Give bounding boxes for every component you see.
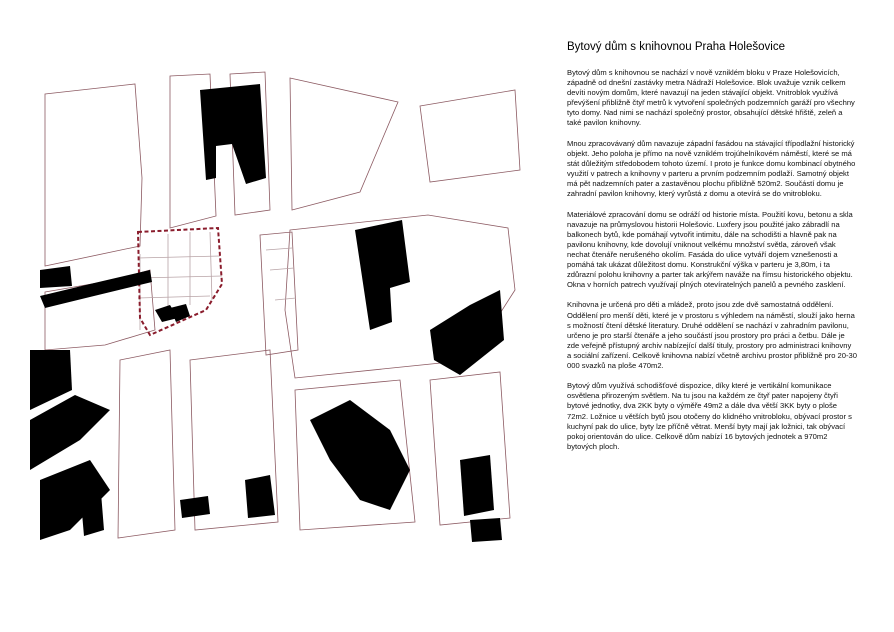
street-block-outlines <box>45 72 520 538</box>
site-plan <box>30 60 540 560</box>
paragraph-location: Bytový dům s knihovnou se nachází v nově vzniklém bloku v Praze Holešovicích, západně od dnešní zastávky metra Nádraží Holešovice. Blok uvažuje vznik celkem devíti novým domům, které navazují na jeden stávající objekt. Vnitroblok využívá převýšení přibližně čtyř metrů k vytvoření společných podzemních garáží pro všechny tyto domy. Nad nimi se nachází společný prostor, obsahující dětské hřiště, zeleň a také pavilon knihovny. <box>567 68 855 128</box>
building <box>180 496 210 518</box>
paragraph-materials: Materiálové zpracování domu se odráží od historie místa. Použití kovu, betonu a skla navazuje na průmyslovou historii Holešovic. Luxfery jsou použité jako zábradlí na balkonech bytů, kde pomáhají vytvořit intimitu, dále na schodišti a hlavně pak na pavilonu knihovny, kde dovolují vniknout velkému množství světla, zároveň však nechat čtenáře nerušeného okolím. Fasáda do ulice vytváří dojem vznešenosti a pomáhá tak ukázat důležitost domu. Konstrukční výška v parteru je 3,80m, i ta zdůrazní polohu knihovny a parter tak arkýřem naváže na římsu historického objektu. Okna v horních patrech využívají plných otevíratelných panelů a pevného zasklení. <box>567 209 853 290</box>
block-outline <box>118 350 175 538</box>
building <box>40 266 72 288</box>
building <box>460 455 494 516</box>
block-outline <box>260 232 298 355</box>
paragraph-building: Mnou zpracovávaný dům navazuje západní fasádou na stávající třípodlažní historický objekt. Jeho poloha je přímo na nově vzniklém trojúhelníkovém náměstí, které se má stát důležitým středobodem tohoto území. I proto je funkce domu kombinací obytného využití v patrech a knihovny v parteru a prvním podzemním podlaží. Samotný objekt má pět nadzemních pater a zastavěnou plochu přibližně 520m2. Součástí domu je zahradní pavilon knihovny, který vyrůstá z domu a otevírá se do vnitrobloku. <box>567 138 856 199</box>
block-outline <box>290 78 398 210</box>
building <box>430 290 504 375</box>
building <box>355 220 410 330</box>
paragraph-apartments: Bytový dům využívá schodišťové dispozice, díky které je vertikální komunikace osvětlena přirozeným světlem. Na tu jsou na každém ze čtyř pater napojeny čtyři bytové jednotky, dva 2KK byty o výměře 49m2 a dále dva větší 3KK byty o ploše 72m2. Ložnice u větších bytů jsou otočeny do klidného vnitrobloku, obývací prostor s kuchyní pak do ulice, byty lze příčně větrat. Menší byty mají jak ložnici, tak obývací pokoj orientován do ulice. Celkově dům nabízí 16 bytových jednotek a 970m2 bytových ploch. <box>567 381 852 451</box>
page-title: Bytový dům s knihovnou Praha Holešovice <box>567 41 785 53</box>
building <box>245 475 275 518</box>
paragraph-library: Knihovna je určená pro děti a mládež, proto jsou zde dvě samostatná oddělení. Oddělení pro menší děti, které je v prostoru s výhledem na náměstí, slouží jako herna s možností čtení dětské literatury. Druhé oddělení se nachází v zahradním pavilonu, určeno je pro starší čtenáře a jeho součástí jsou prostory pro práci a četbu. Dále je zde veřejně přístupný archiv nabízející další tituly, prostory pro administraci knihovny a sociální zařízení. Celkově knihovna nabízí včetně archivu prostor přibližně pro 20-30 000 svazků na ploše 470m2. <box>567 300 857 370</box>
building <box>470 518 502 542</box>
block-outline <box>420 90 520 182</box>
block-outline <box>45 84 142 266</box>
building <box>310 400 410 510</box>
building <box>170 304 190 322</box>
project-description <box>567 40 857 462</box>
building <box>80 480 104 536</box>
building-footprints <box>30 84 504 542</box>
building <box>30 395 110 470</box>
